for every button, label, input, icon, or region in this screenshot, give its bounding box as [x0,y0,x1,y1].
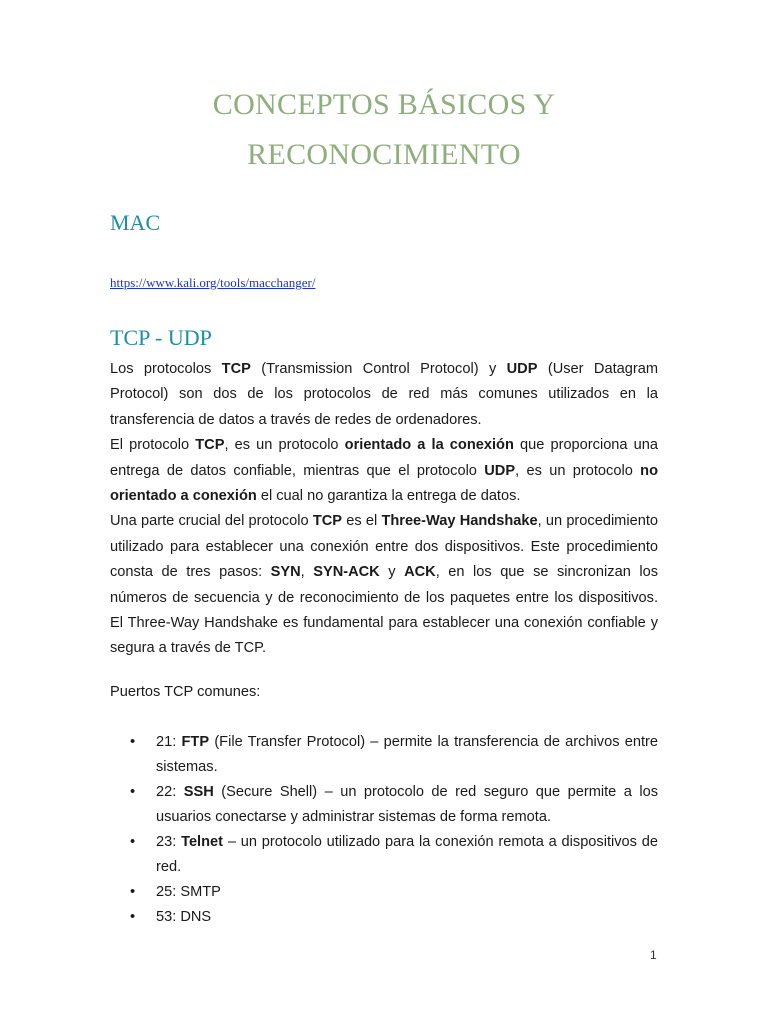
paragraph-handshake: Una parte crucial del protocolo TCP es el Three-Way Handshake, un procedimiento utilizado para establecer una conexión entre dos dispositivos. Este procedimiento consta de tres pasos: SYN, SYN-ACK y ACK, en los que se sincronizan los números de secuencia y de reconocimiento de los paquetes entre los dispositivos. El Three-Way Handshake es fundamental para establecer una conexión confiable y segura a través de TCP. [110,513,658,657]
list-item: • 22: SSH (Secure Shell) – un protocolo de red seguro que permite a los usuarios conectarse y administrar sistemas de forma remota. [130,784,658,825]
heading-tcp-udp: TCP - UDP [110,325,212,350]
list-item: • 53: DNS [130,909,212,925]
ports-intro: Puertos TCP comunes: [110,684,261,700]
macchanger-link[interactable]: https://www.kali.org/tools/macchanger/ [110,275,316,290]
ports-list [110,730,658,930]
list-item: • 25: SMTP [130,884,221,900]
page-number: 1 [650,948,657,962]
paragraph-tcp-vs-udp: El protocolo TCP, es un protocolo orientado a la conexión que proporciona una entrega de datos confiable, mientras que el protocolo UDP, es un protocolo no orientado a conexión el cual no garantiza la entrega de datos. [110,437,659,505]
tcp-udp-body [110,357,658,662]
heading-mac: MAC [110,210,161,235]
title-line-2: RECONOCIMIENTO [247,138,521,171]
page-title [0,80,768,180]
list-item: • 23: Telnet – un protocolo utilizado para la conexión remota a dispositivos de red. [130,834,659,875]
paragraph-intro: Los protocolos TCP (Transmission Control Protocol) y UDP (User Datagram Protocol) son dos de los protocolos de red más comunes utilizados en la transferencia de datos a través de redes de ordenadores. [110,361,658,428]
list-item: • 21: FTP (File Transfer Protocol) – permite la transferencia de archivos entre sistemas. [130,734,658,775]
title-line-1: CONCEPTOS BÁSICOS Y [212,88,556,121]
